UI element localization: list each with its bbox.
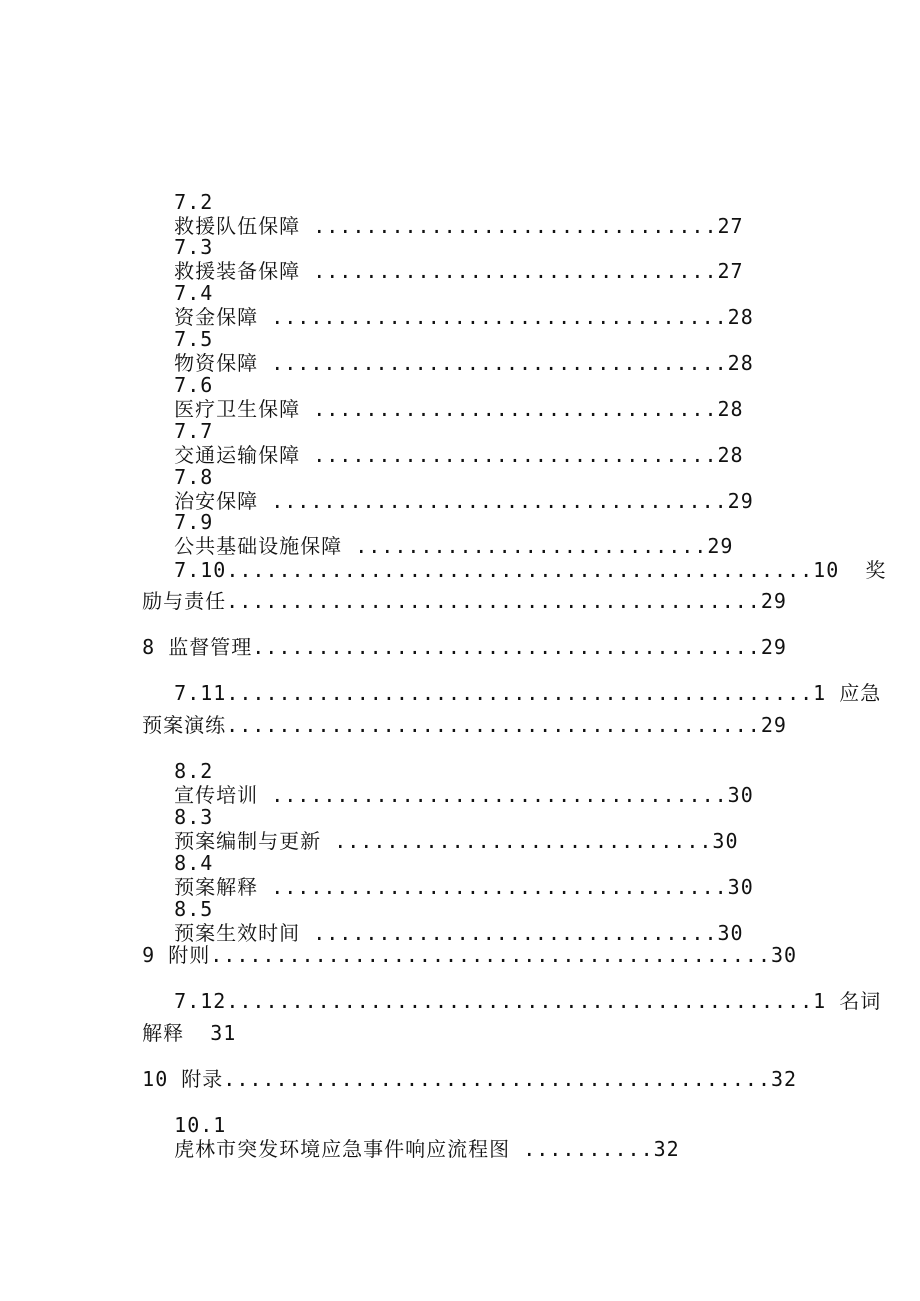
toc-number: 7.7 <box>174 419 214 443</box>
toc-page-number: 28 <box>717 397 744 421</box>
toc-dots: ................................... <box>258 875 728 899</box>
toc-page-number: 30 <box>712 829 739 853</box>
toc-page-number: 32 <box>653 1137 680 1161</box>
toc-title: 救援装备保障 <box>174 259 301 283</box>
toc-title: 治安保障 <box>174 489 259 513</box>
toc-number: 10.1 <box>174 1113 227 1137</box>
toc-text: 7.10.............................................10 奖 <box>174 558 887 582</box>
toc-title: 交通运输保障 <box>174 443 301 467</box>
toc-text: 9 附则...........................................30 <box>142 943 798 967</box>
toc-dots: ............................. <box>321 829 713 853</box>
toc-dots: ............................... <box>300 921 718 945</box>
toc-dots: ................................... <box>258 305 728 329</box>
toc-number: 7.3 <box>174 235 214 259</box>
toc-text: 8 监督管理.......................................29 <box>142 635 787 659</box>
toc-dots: .......... <box>510 1137 654 1161</box>
toc-entry-10-1[interactable] <box>122 1089 680 1185</box>
toc-number: 8.5 <box>174 897 214 921</box>
toc-dots: ........................... <box>342 534 708 558</box>
toc-text: 预案演练.........................................29 <box>142 713 787 737</box>
toc-title: 宣传培训 <box>174 783 259 807</box>
toc-text: 7.11.............................................1 应急 <box>174 681 882 705</box>
toc-text: 7.12.............................................1 名词 <box>174 989 882 1013</box>
toc-title: 公共基础设施保障 <box>174 534 343 558</box>
toc-dots: ................................... <box>258 783 728 807</box>
toc-page-number: 28 <box>727 305 754 329</box>
toc-page-number: 30 <box>727 783 754 807</box>
toc-title: 医疗卫生保障 <box>174 397 301 421</box>
toc-number: 7.2 <box>174 190 214 214</box>
toc-dots: ............................... <box>300 443 718 467</box>
toc-page-number: 30 <box>727 875 754 899</box>
toc-page-number: 30 <box>717 921 744 945</box>
toc-page-number: 28 <box>727 351 754 375</box>
toc-title: 物资保障 <box>174 351 259 375</box>
toc-dots: ............................... <box>300 397 718 421</box>
toc-number: 7.5 <box>174 327 214 351</box>
toc-dots: ............................... <box>300 214 718 238</box>
toc-number: 7.8 <box>174 465 214 489</box>
toc-page-number: 29 <box>707 534 734 558</box>
toc-number: 8.3 <box>174 805 214 829</box>
toc-number: 7.4 <box>174 281 214 305</box>
toc-title: 预案生效时间 <box>174 921 301 945</box>
toc-page-number: 27 <box>717 259 744 283</box>
toc-dots: ................................... <box>258 351 728 375</box>
toc-text: 10 附录..........................................32 <box>142 1067 798 1091</box>
toc-title: 虎林市突发环境应急事件响应流程图 <box>174 1137 511 1161</box>
toc-title: 资金保障 <box>174 305 259 329</box>
toc-dots: ................................... <box>258 489 728 513</box>
toc-number: 7.6 <box>174 373 214 397</box>
toc-title: 预案解释 <box>174 875 259 899</box>
toc-text: 解释 31 <box>142 1021 237 1045</box>
toc-page-number: 28 <box>717 443 744 467</box>
toc-text: 励与责任.........................................29 <box>142 589 787 613</box>
toc-number: 8.2 <box>174 759 214 783</box>
toc-page-number: 29 <box>727 489 754 513</box>
toc-title: 救援队伍保障 <box>174 214 301 238</box>
toc-number: 7.9 <box>174 510 214 534</box>
toc-number: 8.4 <box>174 851 214 875</box>
toc-title: 预案编制与更新 <box>174 829 322 853</box>
toc-page-number: 27 <box>717 214 744 238</box>
toc-dots: ............................... <box>300 259 718 283</box>
